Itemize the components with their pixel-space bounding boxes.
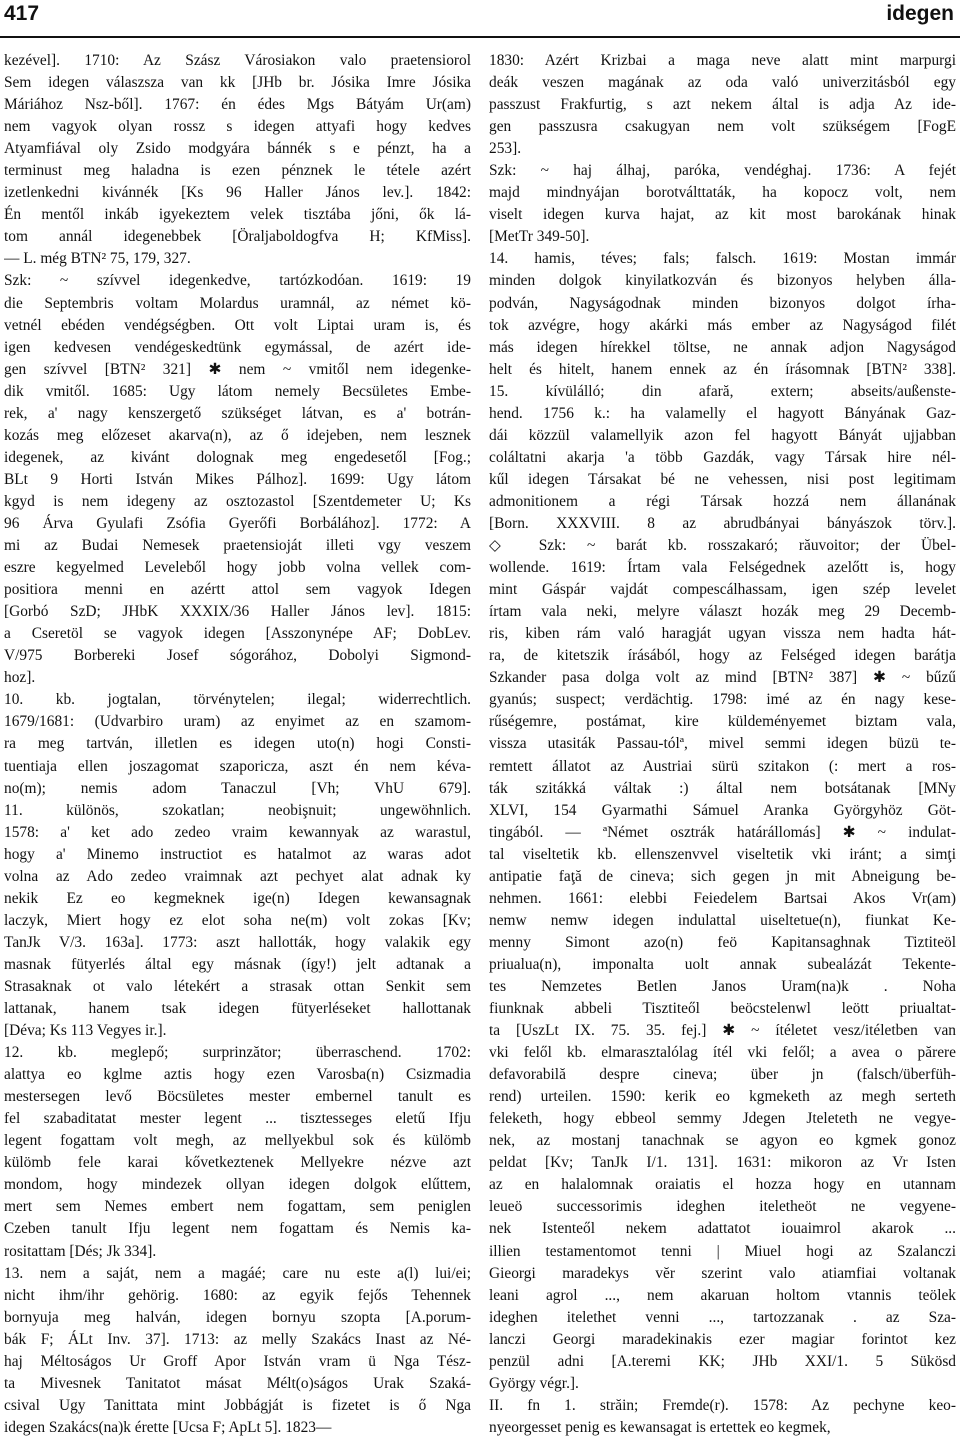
text-line: mi az Budai Nemesek praetensioját illeti vgy veszem <box>4 537 471 555</box>
text-line: — L. még BTN² 75, 179, 327. <box>4 250 191 268</box>
text-line: admonitionem a régi Társak hozzá nem állanának <box>489 492 956 510</box>
text-line: peldat [Kv; TanJk I/1. 131]. 1631: mikoron az Vr Isten <box>489 1154 956 1172</box>
text-line: az en halalomnak oraiatis el hozza hogy en utannam <box>489 1176 956 1194</box>
text-line: kűl idegen Társakat bé ne vehessen, nisi post legitimam <box>489 470 956 488</box>
text-line: 13. nem a saját, nem a magáé; care nu este a(l) lui/ei; <box>4 1264 471 1282</box>
text-line: dái közzül valamellyik azon fel hagyott Bányát ujjabban <box>489 426 956 444</box>
text-line: kezével]. 1710: Az Szász Városiakon valo praetensiorol <box>4 52 471 69</box>
text-line: lattanak, hanem tsak idegen fütyerléseket hallottanak <box>4 1000 471 1018</box>
text-line: eszre kegyelmed Leveleből hogy jobb volna vellek com- <box>4 559 471 577</box>
text-line: gyanús; suspect; verdächtig. 1798: imé az én nagy kese- <box>489 691 956 709</box>
text-line: gen passzusra csakugyan nem volt szükségem [FogE <box>489 118 956 136</box>
text-line: 96 Árva Gyulafi Zsófia Gyerőfi Borbálához]. 1772: A <box>4 514 471 532</box>
text-line: bornyuja meg halván, idegen bornyu szopta [A.porum- <box>4 1308 471 1326</box>
text-line: nyeorgesset penig es kewansagat is ertettek eo kegmek, <box>489 1418 831 1436</box>
text-line: ták szitákká váltak :) által nem botsátanak [MNy <box>489 779 956 797</box>
text-line: nek Istenteől nekem adattatot iouaimrol akarok ... <box>489 1220 956 1238</box>
text-line: mestersegen levő Böcsületes mester embernel tanult es <box>4 1088 471 1106</box>
text-line: defavorabilă despre cineva; über jn (falsch/überfüh- <box>489 1066 956 1084</box>
text-line: ra, de kitetszik írásából, hogy az Felséged idegen barátja <box>489 647 956 665</box>
text-line: gen szívvel [BTN² 321] ✱ nem ~ vmitől nem idegenke- <box>4 360 471 378</box>
text-line: penzül adni [A.teremi KK; JHb XXI/1. 5 Sükösd <box>489 1352 956 1370</box>
page-number: 417 <box>4 2 40 25</box>
text-line: TanJk V/3. 163a]. 1773: aszt hallották, hogy valakik egy <box>4 933 471 951</box>
text-line: V/975 Borbereki Josef sógorához, Dobolyi Sigmond- <box>4 647 471 665</box>
text-line: a Cseretöl se vagyok idegen [Asszonynépe AF; DobLev. <box>4 625 471 643</box>
text-line: haj Méltoságos Ur Groff Apor István vram ü Nga Tész- <box>4 1352 471 1370</box>
text-line: remtett állatot az Austriai sürü szitakon (: mert a ros- <box>489 757 956 775</box>
text-line: no(m); nemis adom Tanaczul [Vh; VhU 679]. <box>4 779 471 797</box>
text-line: terminust meg haladna is ezen pénznek le tétele azért <box>4 162 471 180</box>
text-line: Én mentől inkáb igyekeztem velek tisztába jőni, ők lá- <box>4 206 471 224</box>
text-line: Szk: ~ haj álhaj, paróka, vendéghaj. 1736: A fejét <box>489 162 956 180</box>
text-line: wollende. 1619: Írtam vala Felségednek azelőtt is, hogy <box>489 559 956 577</box>
text-line: György végr.]. <box>489 1374 579 1392</box>
text-line: 1578: a' ket ado zedeo vraim kewannyak az warastul, <box>4 823 471 841</box>
right-column <box>489 50 956 1439</box>
text-line: tom annál idegenebbek [Öraljaboldogfva H; KfMiss]. <box>4 228 471 246</box>
text-line: die Septembris voltam Molardus uramnál, az német kö- <box>4 294 471 312</box>
text-line: ris, kiben rám való haragját ugyan vissza nem hadta hát- <box>489 625 956 643</box>
text-line: csival Ugy Tanittata mint Jobbágját is fizetet is ő Nga <box>4 1396 471 1414</box>
text-line: mert sem Nemes embert nem fogattam, sem peniglen <box>4 1198 471 1216</box>
text-line: rek, a' nagy kenszergető szükséget látvan, es a' botrán- <box>4 404 471 422</box>
text-line: idegenek, az kivánt dolognak meg engedesetől [Fog.; <box>4 448 471 466</box>
text-line: fiunknak abbeli Tisztiteől beöcstelenwl leött priualtat- <box>489 1000 956 1018</box>
text-line: legent fogattam volt megh, az mellyekbul sok és külömb <box>4 1132 471 1150</box>
text-line: vissza utasiták Passau-tólª, mivel semmi idegen büzü te- <box>489 735 956 753</box>
page-header <box>0 0 960 42</box>
text-line: nem vagyok olyan rossz s idegen attyafi hogy kedves <box>4 118 471 136</box>
text-line: II. fn 1. străin; Fremde(r). 1578: Az pechyne keo- <box>489 1396 956 1414</box>
text-line: nek, az mostanj tanachnak se agyon eo kgmek gonoz <box>489 1132 956 1150</box>
text-line: hogy a' Minemo instructiot es hatalmot az waras adot <box>4 845 471 863</box>
text-line: tingából. — ªNémet osztrák határállomás] ✱ ~ indulat- <box>489 823 956 841</box>
text-line: Strasaknak ot valo létekért a strasak ottan Senkit sem <box>4 977 471 995</box>
text-line: passzust Frakfurtig, s azt nekem által is adja Az ide- <box>489 96 956 114</box>
text-line: 1679/1681: (Udvarbiro uram) az enyimet az en szamom- <box>4 713 471 731</box>
text-line: positiora menni en azértt attol sem vagyok Idegen <box>4 581 471 599</box>
text-line: menny Simont azo(n) feö Kapitansaghnak Tiztiteöl <box>489 933 956 951</box>
text-line: ideghen itelethet venni ..., tartozzanak . az Sza- <box>489 1308 956 1326</box>
text-line: bák F; ÁLt Inv. 37]. 1713: az melly Szakács Inast az Né- <box>4 1330 471 1348</box>
text-line: Atyamfiával oly Zsido modgyára bánnék s e pénzt, ha a <box>4 140 471 158</box>
text-line: antipatie faţă de cineva; sich gegen jn mit Abneigung be- <box>489 867 956 885</box>
text-line: podván, Nagyságodnak minden bizonyos dolgot írha- <box>489 294 956 312</box>
text-line: külömb fele karai kővetkeztenek Mellyekre nézve azt <box>4 1154 471 1172</box>
text-line: tuentiaja ellen joszagomat szaporicza, aszt én nem kéva- <box>4 757 471 775</box>
text-line: rend) urteilen. 1590: kerik eo kgmeketh az megh serteth <box>489 1088 956 1106</box>
text-line: mondom, hogy mindezek ollyan idegen dolgok elűttem, <box>4 1176 471 1194</box>
text-line: rűségemre, postámat, kire küldeményemet biztam vala, <box>489 713 956 731</box>
text-line: Czeben tanult Ifju legent nem fogattam és Nemis ka- <box>4 1220 471 1238</box>
text-line: fel szabaditatat mester legent ... tisztesseges eletű Ifju <box>4 1110 471 1128</box>
text-line: alattya eo kglme aztis hogy ezen Varosba(n) Csizmadia <box>4 1066 471 1084</box>
text-line: minden dolgok kinyilatkozván és bizonyos helyben álla- <box>489 272 956 290</box>
text-line: igen kedvesen vendégeskedtünk egymással, de azért ide- <box>4 338 471 356</box>
text-line: hoz]. <box>4 669 36 687</box>
text-line: helt és hitelt, hanem ennek az én írásomnak [BTN² 338]. <box>489 360 956 378</box>
text-line: BLt 9 Horti István Mikes Pálhoz]. 1699: Ugy látom <box>4 470 471 488</box>
text-line: masnak fütyerlés által egy másnak (így!) jelt adtanak a <box>4 955 471 973</box>
text-line: vki felől kb. elmarasztalólag ítél vki felől; a avea o părere <box>489 1044 956 1062</box>
text-line: nekik Ez eo kegmeknek ige(n) Idegen kewansagnak <box>4 889 471 907</box>
text-line: ◇ Szk: ~ barát kb. rosszakaró; răuvoitor; der Übel- <box>489 537 956 555</box>
text-line: deák veszen magának az oda való univerzitásból egy <box>489 74 956 92</box>
text-line: Szkander pasa dolga volt az mind [BTN² 387] ✱ ~ bűzű <box>489 669 956 687</box>
text-line: kozás meg előzeset akarva(n), az ő idejeben, nem lesznek <box>4 426 471 444</box>
text-line: Gieorgi maradekys vĕr szerint valo atiamfiai voltanak <box>489 1264 956 1282</box>
text-line: más idegen hírekkel töltse, ne annak adjon Nagyságod <box>489 338 956 356</box>
text-line: nemw nemw idegen indulattal uiseltetue(n), fiunkat Ke- <box>489 911 956 929</box>
text-line: Szk: ~ szívvel idegenkedve, tartózkodóan. 1619: 19 <box>4 272 471 290</box>
text-line: [Déva; Ks 113 Vegyes ir.]. <box>4 1022 167 1040</box>
text-line: ra meg tartván, illetlen es idegen uto(n) hogi Consti- <box>4 735 471 753</box>
text-line: tes Nemzetes Betlen Janos Uram(na)k . Noha <box>489 977 956 995</box>
text-line: ta [UszLt IX. 75. 35. fej.] ✱ ~ ítéletet vesz/itéletben van <box>489 1022 956 1040</box>
text-line: Máriához Nsz-ből]. 1767: én édes Mgs Bátyám Ur(am) <box>4 96 471 114</box>
text-line: coláltatni akarja 'a több Gazdák, vagy Társak hire nél- <box>489 448 956 466</box>
text-line: rositattam [Dés; Jk 334]. <box>4 1242 157 1260</box>
text-line: leani agrol ..., nem akaruan holtom vtannis teölek <box>489 1286 956 1304</box>
text-line: volna az Ado zedeo vraimnak azt pechyet alat adnak ky <box>4 867 471 885</box>
text-line: kgyd is nem idegeny az osztozastol [Szentdemeter U; Ks <box>4 492 471 510</box>
text-line: izetlenkedni kivánnék [Ks 96 Haller János lev.]. 1842: <box>4 184 471 202</box>
text-line: vetnél ebéden vendégségben. Ott volt Liptai uram is, és <box>4 316 471 334</box>
text-line: 10. kb. jogtalan, törvénytelen; ilegal; widerrechtlich. <box>4 691 471 709</box>
text-line: majd mindnyájan borotválttaták, ha kopocz volt, nem <box>489 184 956 202</box>
text-line: viselt idegen kurva hajat, az kit most barokának hinak <box>489 206 956 224</box>
text-line: priualua(n), imponalta uolt annak subealázát Tekente- <box>489 955 956 973</box>
text-line: 15. kívülálló; din afară, extern; abseits/außenste- <box>489 382 956 400</box>
text-line: illien testamentomot tenni | Miuel hogi az Szalanczi <box>489 1242 956 1260</box>
text-line: lanczi Georgi maradekinakis ezer magiar forintot kez <box>489 1330 956 1348</box>
text-line: ta Mivesnek Tanitatot másat Mélt(o)ságos Urak Szaká- <box>4 1374 471 1392</box>
running-headword: idegen <box>886 2 954 25</box>
text-line: 1830: Azért Krizbai a maga neve alatt mint marpurgi <box>489 52 956 69</box>
text-line: 12. kb. meglepő; surprinzător; überraschend. 1702: <box>4 1044 471 1062</box>
text-line: XLVI, 154 Gyarmathi Sámuel Aranka Györgyhöz Göt- <box>489 801 956 819</box>
text-line: nicht ihm/ihr gehörig. 1680: az egyik fejős Tehennek <box>4 1286 471 1304</box>
text-line: mint Gáspár vajdát compescálhassam, igen szép levelet <box>489 581 956 599</box>
text-line: írtam vala neki, melyre választ hozák meg 29 Decemb- <box>489 603 956 621</box>
header-rule <box>0 36 960 38</box>
text-line: nehmen. 1661: elebbi Feiedelem Bartsai Akos Vr(am) <box>489 889 956 907</box>
text-line: [Born. XXXVIII. 8 az abrudbányai bányászok törv.]. <box>489 514 956 532</box>
text-line: 253]. <box>489 140 522 158</box>
text-line: Sem idegen válaszsza van kk [JHb br. Jósika Imre Jósika <box>4 74 471 92</box>
text-line: tal viseltetik kb. ellenszenvvel viseltetik vki iránt; a simţi <box>489 845 956 863</box>
text-line: [MetTr 349-50]. <box>489 228 590 246</box>
text-line: 11. különös, szokatlan; neobişnuit; ungewöhnlich. <box>4 801 471 819</box>
left-column <box>4 50 471 1439</box>
text-line: tok azvégre, hogy akárki más ember az Nagyságod filét <box>489 316 956 334</box>
text-line: [Gorbó SzD; JHbK XXXIX/36 Haller János lev]. 1815: <box>4 603 471 621</box>
text-line: leueö successorimis ideghen iteletheöt ne vegyene- <box>489 1198 956 1216</box>
text-line: dik vmitől. 1685: Ugy látom nemely Becsületes Embe- <box>4 382 471 400</box>
text-line: 14. hamis, téves; fals; falsch. 1619: Mostan immár <box>489 250 956 268</box>
text-line: idegen Szakács(na)k érette [Ucsa F; ApLt 5]. 1823— <box>4 1418 332 1436</box>
text-line: laczyk, Miert hogy ez elot soha ne(m) volt zokas [Kv; <box>4 911 471 929</box>
text-line: hend. 1756 k.: ha valamelly el hagyott Bányának Gaz- <box>489 404 956 422</box>
text-line: feleketh, hogy ebbeol semmy Jdegen Jteleteth ne vegye- <box>489 1110 956 1128</box>
